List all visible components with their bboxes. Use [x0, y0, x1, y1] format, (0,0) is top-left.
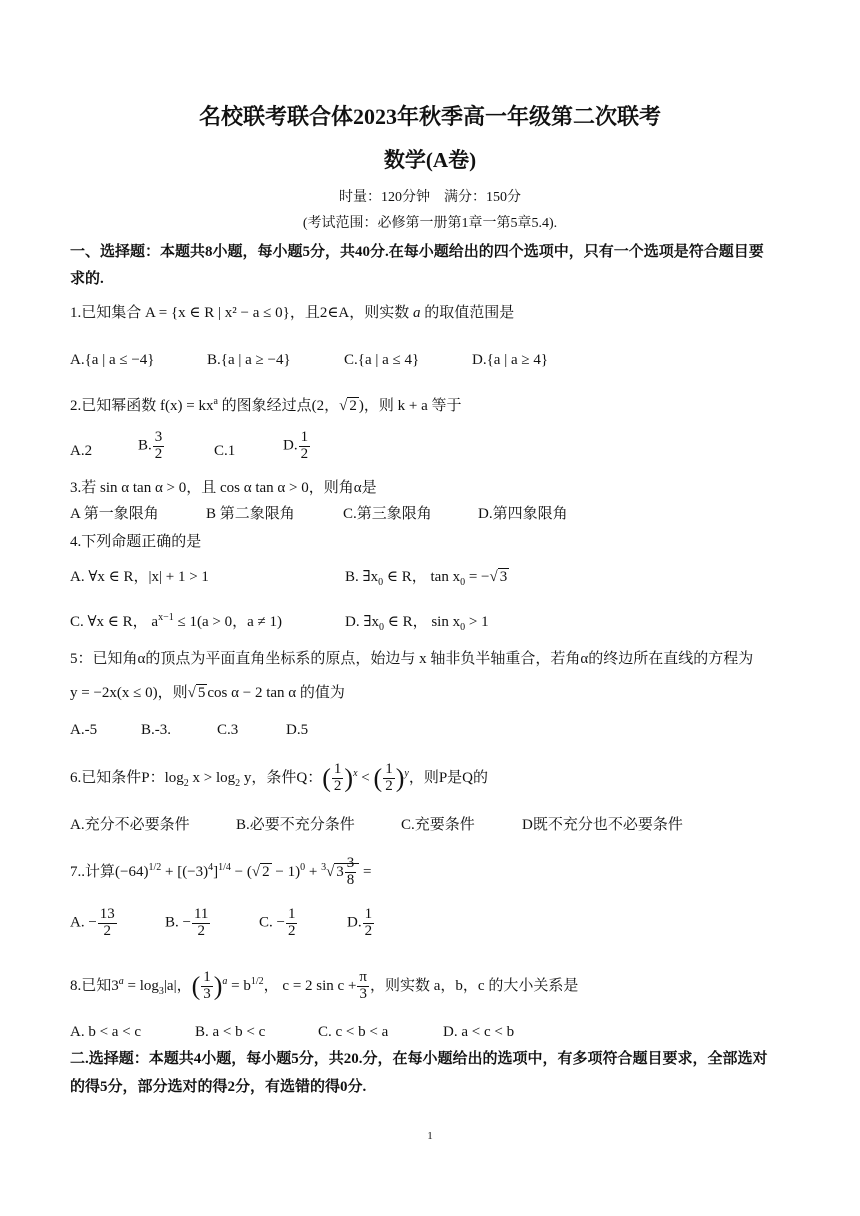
q2-stem-part: 的图象经过点(2， [217, 398, 340, 414]
q6-stem-part: y，条件Q： [240, 770, 323, 786]
question-3-stem: 3.若 sin α tan α > 0，且 cos α tan α > 0，则角α是 [70, 480, 377, 496]
q7-stem-part: 7..计算(−64) [70, 864, 149, 880]
root-index: 3 [321, 862, 327, 873]
question-1-stem [70, 303, 514, 323]
q7-stem-part: = [359, 864, 372, 880]
q3-option-d: D.第四象限角 [478, 506, 568, 522]
q7-stem-part: + [(−3) [161, 864, 209, 880]
q7-option-b-fraction [192, 907, 210, 940]
q7-option-a-fraction [98, 907, 117, 940]
fraction-denominator: 2 [364, 922, 373, 939]
less-than: < [361, 770, 370, 786]
exponent: 1/2 [250, 976, 264, 987]
q6-option-c: C.充要条件 [401, 817, 475, 833]
question-4-stem: 4.下列命题正确的是 [70, 534, 202, 550]
q7-stem-part: − 1) [271, 864, 301, 880]
q7-option-d [347, 907, 375, 940]
q1-option-d: D.{a | a ≥ 4} [472, 352, 549, 368]
q1-stem-part: 的取值范围是 [424, 305, 515, 321]
paren: ( [191, 971, 201, 1001]
question-2-stem: 2.已知幂函数 $f(x) = kx^a$ 的图象经过点(2，√ 2 )，则 k + a 等于 [70, 396, 462, 414]
q7-stem-part: + [305, 864, 322, 880]
q2-stem-part: 2.已知幂函数 f(x) = kx [70, 398, 214, 414]
q8-pi-fraction [357, 970, 369, 1003]
exponent: a [118, 976, 124, 987]
q8-stem-part: = log [123, 978, 159, 994]
q7-option-d-label: D. [347, 914, 362, 931]
q8-option-c: C. c < b < a [318, 1024, 389, 1040]
q7-option-c-label: C. − [259, 914, 285, 931]
q6-option-b: B.必要不充分条件 [236, 817, 355, 833]
q7-stem-part: − ( [230, 864, 252, 880]
fraction-numerator: 1 [287, 906, 296, 922]
q7-stem-part: ] [213, 864, 219, 880]
q4-b-part: B. ∃x [345, 569, 379, 585]
mixed-number-fraction [345, 856, 357, 889]
q5-stem-part: y = −2x(x ≤ 0)，则 [70, 685, 188, 701]
subscript: 0 [378, 622, 384, 633]
q5-option-c: C.3 [217, 722, 239, 738]
q7-option-c-fraction [286, 907, 298, 940]
q7-option-d-fraction [363, 907, 375, 940]
subscript: 2 [183, 778, 189, 789]
q4-d-part: ∈ R， sin x [383, 614, 461, 630]
q2-stem-part: )，则 k + a 等于 [358, 398, 462, 414]
q6-half-fraction [383, 762, 395, 795]
fraction-numerator: 1 [364, 906, 373, 922]
section-2-heading-cont: 的得5分，部分选对的得2分，有选错的得0分. [70, 1079, 367, 1095]
q2-exponent: a [213, 396, 218, 407]
q6-stem-part: ，则P是Q的 [408, 770, 488, 786]
fraction-numerator: 1 [300, 429, 309, 445]
q2-option-d [283, 430, 311, 463]
q2-option-b-label: B. [138, 437, 152, 454]
fraction-numerator: π [359, 969, 367, 986]
q4-b-sqrt: 3 [499, 569, 508, 585]
q7-cube-root-radicand [334, 855, 359, 889]
mixed-number-whole: 3 [336, 864, 344, 880]
q8-stem-part: ， c = 2 sin c + [263, 978, 357, 994]
fraction-denominator: 8 [346, 872, 355, 889]
q6-half-fraction [332, 762, 344, 795]
fraction-denominator: 2 [333, 778, 342, 795]
subscript: 2 [235, 778, 241, 789]
q4-d-part: > 1 [465, 614, 489, 630]
q2-option-b [138, 430, 165, 463]
exponent-x: x [353, 768, 358, 779]
paren: ( [322, 763, 331, 793]
subscript: 0 [460, 622, 466, 633]
q8-option-d: D. a < c < b [443, 1024, 515, 1040]
exam-subtitle: 数学(A卷) [383, 148, 477, 172]
q2-option-d-fraction [299, 430, 311, 463]
q8-stem-part: = b [227, 978, 251, 994]
fraction-numerator: 1 [385, 761, 393, 778]
q6-option-a: A.充分不必要条件 [70, 817, 190, 833]
question-5-stem: 5：已知角α的顶点为平面直角坐标系的原点，始边与 x 轴非负半轴重合，若角α的终边所在直线的方程为 [70, 651, 754, 667]
paren: ( [373, 763, 383, 793]
q3-option-b: B 第二象限角 [206, 506, 295, 522]
question-5-stem-cont: y = −2x(x ≤ 0)，则√ 5 cos α − 2 tan α 的值为 [70, 685, 345, 701]
q7-option-a-label: A. − [70, 914, 97, 931]
fraction-denominator: 2 [154, 445, 163, 462]
fraction-numerator: 3 [154, 429, 163, 445]
q7-option-a [70, 907, 118, 940]
q8-stem-part: ，则实数 a，b，c 的大小关系是 [370, 978, 579, 994]
q8-third-fraction [201, 970, 213, 1003]
subscript: 0 [378, 577, 384, 588]
q1-stem-part: 1.已知集合 A = {x ∈ R | x² − a ≤ 0}，且2∈A，则实数 [70, 305, 410, 321]
q3-option-c: C.第三象限角 [343, 506, 432, 522]
q5-sqrt: 5 [197, 685, 206, 701]
q8-stem-part: 8.已知3 [70, 978, 119, 994]
page-number: 1 [427, 1130, 433, 1142]
q7-option-b-label: B. − [165, 914, 191, 931]
q4-c-exponent: x−1 [158, 612, 174, 623]
q7-sqrt: 2 [262, 864, 270, 880]
fraction-denominator: 3 [203, 986, 211, 1003]
exponent: 4 [208, 862, 214, 873]
exponent: 0 [300, 862, 306, 873]
question-8-stem [70, 964, 578, 1008]
q8-option-b: B. a < b < c [195, 1024, 266, 1040]
question-7-stem: 7..计算$(-64)^{1/2} + [(-3)^4]^{1/4}$ − (√ 2 − 1)$^0$ + $^3$√ 3 $\frac{3}{8}$ = [70, 855, 372, 889]
q7-option-c [259, 907, 298, 940]
q5-stem-part: cos α − 2 tan α 的值为 [207, 685, 345, 701]
q2-sqrt: 2 [349, 398, 357, 414]
q4-b-part: ∈ R， tan x [383, 569, 461, 585]
q4-c-part: ≤ 1(a > 0，a ≠ 1) [173, 614, 282, 630]
q7-option-b [165, 907, 211, 940]
q3-option-a: A 第一象限角 [70, 506, 159, 522]
fraction-denominator: 2 [300, 445, 309, 462]
exponent: a [222, 976, 228, 987]
paren: ) [213, 971, 223, 1001]
q2-option-d-label: D. [283, 437, 298, 454]
subscript: 0 [460, 577, 466, 588]
q1-option-c: C.{a | a ≤ 4} [344, 352, 420, 368]
fraction-denominator: 2 [287, 922, 296, 939]
q4-option-d [345, 612, 489, 632]
q5-option-a: A.-5 [70, 722, 98, 738]
fraction-numerator: 1 [203, 969, 211, 986]
exam-scope: (考试范围：必修第一册第1章一第5章5.4). [302, 216, 558, 231]
q8-stem-part: |a|， [163, 978, 192, 994]
q4-option-c [70, 612, 282, 632]
q2-option-c: C.1 [214, 443, 236, 459]
exponent: 1/4 [218, 862, 231, 873]
section-1-heading: 一、选择题：本题共8小题，每小题5分，共40分.在每小题给出的四个选项中，只有一个选项是符合题目要 [70, 244, 764, 260]
fraction-numerator: 3 [346, 855, 355, 872]
fraction-denominator: 3 [359, 986, 367, 1003]
q4-d-part: D. ∃x [345, 614, 379, 630]
q8-option-a: A. b < a < c [70, 1024, 142, 1040]
paren: ) [395, 763, 405, 793]
fraction-numerator: 13 [99, 906, 115, 922]
q1-option-a: A.{a | a ≤ −4} [70, 352, 155, 368]
q4-b-part: = − [465, 569, 490, 585]
question-6-stem [70, 758, 488, 798]
fraction-denominator: 2 [103, 922, 112, 939]
section-1-heading-cont: 求的. [70, 271, 104, 287]
fraction-numerator: 11 [193, 906, 209, 922]
exponent: 1/2 [148, 862, 162, 873]
q6-option-d: D既不充分也不必要条件 [522, 817, 683, 833]
section-2-heading: 二.选择题：本题共4小题，每小题5分，共20.分，在每小题给出的选项中，有多项符合题目要求，全部选对 [70, 1051, 768, 1067]
exponent-y: y [404, 768, 409, 779]
exam-title: 名校联考联合体2023年秋季高一年级第二次联考 [198, 104, 661, 129]
q5-option-d: D.5 [286, 722, 309, 738]
q1-variable: a [413, 305, 421, 321]
exam-time-info: 时量：120分钟 满分：150分 [339, 190, 521, 205]
paren: ) [344, 763, 354, 793]
q4-option-a: A. ∀x ∈ R，|x| + 1 > 1 [70, 569, 209, 585]
q6-stem-part: 6.已知条件P：log [70, 770, 184, 786]
fraction-numerator: 1 [333, 761, 342, 778]
q1-option-b: B.{a | a ≥ −4} [207, 352, 291, 368]
fraction-denominator: 2 [385, 778, 393, 795]
q4-option-b: B. $\exists x_0$ ∈ R， $\tan x_0$ = −√ 3 [345, 569, 508, 588]
q6-stem-part: x > log [188, 770, 236, 786]
q5-option-b: B.-3. [141, 722, 171, 738]
q2-option-a: A.2 [70, 443, 93, 459]
fraction-denominator: 2 [197, 922, 205, 939]
q4-c-part: C. ∀x ∈ R， a [70, 614, 159, 630]
subscript: 3 [158, 986, 164, 997]
q2-option-b-fraction [153, 430, 165, 463]
